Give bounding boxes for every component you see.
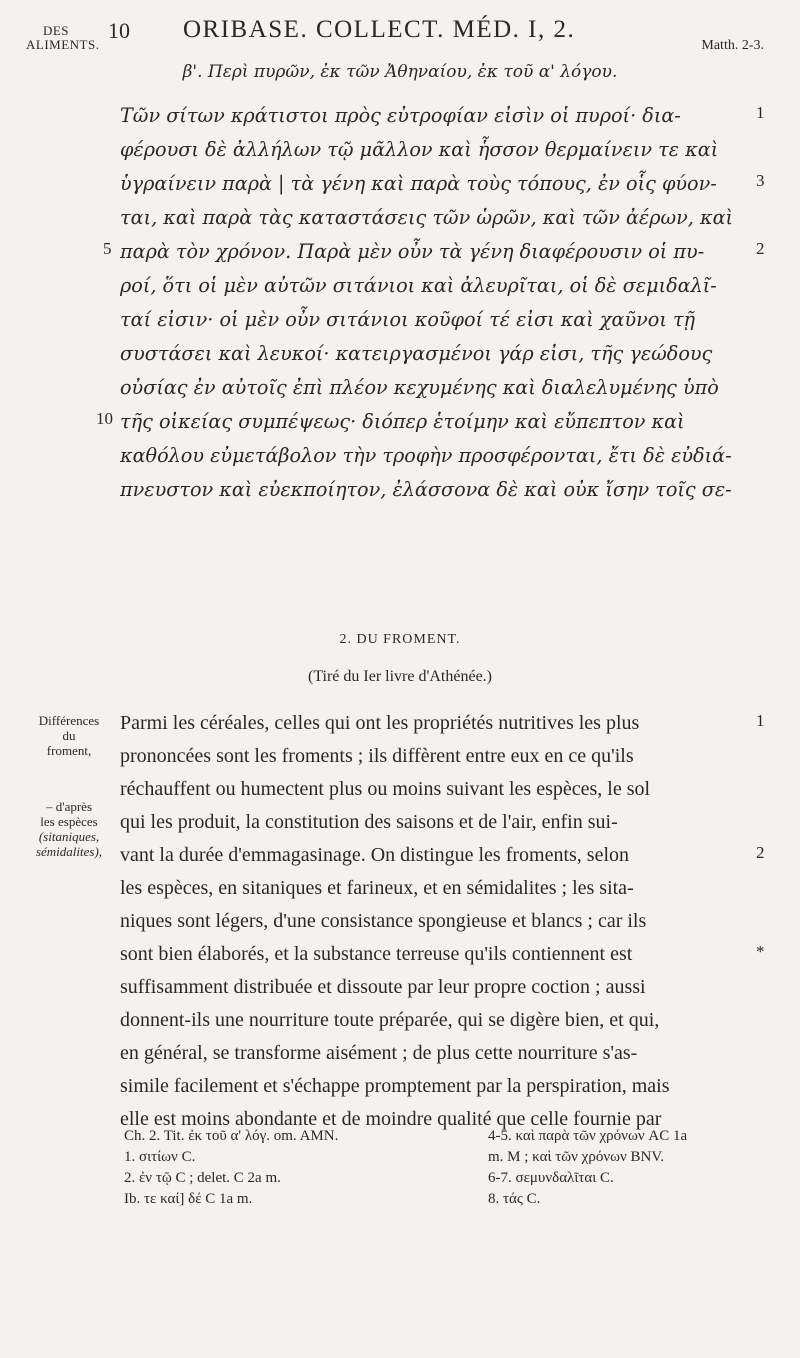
margin-line: les espèces xyxy=(40,814,98,829)
note-line: 6-7. σεμυνδαλῖται C. xyxy=(488,1170,614,1186)
margin-note-species xyxy=(28,799,110,859)
line-number-right: * xyxy=(756,942,765,961)
french-line: vant la durée d'emmagasinage. On distingue les froments, selon xyxy=(120,844,630,866)
note-line: 1. σιτίων C. xyxy=(124,1149,196,1165)
line-number-left: 5 xyxy=(103,239,112,258)
french-line: réchauffent ou humectent plus ou moins suivant les espèces, le sol xyxy=(120,778,651,800)
critical-notes-left xyxy=(124,1126,338,1210)
greek-line: οὐσίας ἐν αὐτοῖς ἐπὶ πλέον κεχυμένης καὶ διαλελυμένης ὑπὸ xyxy=(120,376,719,399)
line-number-right: 1 xyxy=(756,711,765,730)
greek-line: συστάσει καὶ λευκοί· κατειργασμένοι γάρ εἰσι, τῆς γεώδους xyxy=(120,342,713,365)
french-chapter-title: 2. DU FROMENT. xyxy=(339,632,461,647)
greek-line: παρὰ τὸν χρόνον. Παρὰ μὲν οὖν τὰ γένη διαφέρουσιν οἱ πυ- xyxy=(120,240,705,263)
section-label-bottom: ALIMENTS. xyxy=(26,37,100,52)
french-source-note: (Tiré du Ier livre d'Athénée.) xyxy=(307,668,492,685)
greek-line: πνευστον καὶ εὐεκποίητον, ἐλάσσονα δὲ καὶ οὐκ ἴσην τοῖς σε- xyxy=(120,478,732,501)
margin-line: froment, xyxy=(46,743,92,758)
line-number-right: 2 xyxy=(756,843,765,862)
french-line: simile facilement et s'échappe promptement par la perspiration, mais xyxy=(120,1075,670,1097)
margin-line: – d'après xyxy=(45,799,93,814)
line-number-right: 1 xyxy=(756,103,765,122)
french-line: suffisamment distribuée et dissoute par leur propre coction ; aussi xyxy=(120,976,646,998)
greek-line: τῆς οἰκείας συμπέψεως· διόπερ ἑτοίμην καὶ εὔπεπτον καὶ xyxy=(120,410,685,433)
note-line: 4-5. καὶ παρὰ τῶν χρόνων AC 1a xyxy=(488,1128,688,1144)
margin-line: sémidalites), xyxy=(35,844,103,859)
margin-line: du xyxy=(62,728,76,743)
note-line: Ib. τε καί] δέ C 1a m. xyxy=(124,1191,253,1207)
note-line: 2. ἐν τῷ C ; delet. C 2a m. xyxy=(124,1170,281,1186)
page-number: 10 xyxy=(108,18,130,43)
french-line: prononcées sont les froments ; ils diffèrent entre eux en ce qu'ils xyxy=(120,745,634,767)
french-line: Parmi les céréales, celles qui ont les propriétés nutritives les plus xyxy=(120,712,640,734)
greek-line: φέρουσι δὲ ἀλλήλων τῷ μᾶλλον καὶ ἧσσον θερμαίνειν τε καὶ xyxy=(120,138,719,161)
french-line: en général, se transforme aisément ; de plus cette nourriture s'as- xyxy=(120,1042,638,1064)
margin-note-differences xyxy=(28,713,110,758)
note-line: m. M ; καὶ τῶν χρόνων BNV. xyxy=(488,1149,664,1165)
greek-line: καθόλου εὐμετάβολον τὴν τροφὴν προσφέρονται, ἔτι δὲ εὐδιά- xyxy=(120,444,732,467)
matthaei-reference: Matth. 2-3. xyxy=(701,38,764,53)
critical-notes-right xyxy=(488,1126,687,1210)
french-line: les espèces, en sitaniques et farineux, et en sémidalites ; les sita- xyxy=(120,877,634,899)
greek-line: Τῶν σίτων κράτιστοι πρὸς εὐτροφίαν εἰσὶν οἱ πυροί· δια- xyxy=(120,104,681,127)
greek-line: ὑγραίνειν παρὰ | τὰ γένη καὶ παρὰ τοὺς τόπους, ἐν οἷς φύον- xyxy=(120,172,717,195)
french-line: sont bien élaborés, et la substance terreuse qu'ils contiennent est xyxy=(120,943,633,965)
greek-line: ροί, ὅτι οἱ μὲν αὐτῶν σιτάνιοι καὶ ἀλευρῖται, οἱ δὲ σεμιδαλῖ- xyxy=(120,274,717,297)
note-line: Ch. 2. Tit. ἐκ τοῦ α' λόγ. om. AMN. xyxy=(124,1128,339,1144)
line-number-right: 3 xyxy=(756,171,765,190)
french-line: elle est moins abondante et de moindre qualité que celle fournie par xyxy=(120,1108,662,1130)
margin-line: Différences xyxy=(38,713,100,728)
line-number-right: 2 xyxy=(756,239,765,258)
margin-line: (sitaniques, xyxy=(38,829,100,844)
running-head: ORIBASE. COLLECT. MÉD. I, 2. xyxy=(183,16,576,43)
greek-chapter-title: β'. Περὶ πυρῶν, ἐκ τῶν Ἀθηναίου, ἐκ τοῦ α' λόγου. xyxy=(182,62,618,82)
note-line: 8. τάς C. xyxy=(488,1191,541,1207)
french-line: qui les produit, la constitution des saisons et de l'air, enfin sui- xyxy=(120,811,618,833)
greek-line: ταί εἰσιν· οἱ μὲν οὖν σιτάνιοι κοῦφοί τέ εἰσι καὶ χαῦνοι τῇ xyxy=(120,308,696,331)
section-label xyxy=(26,23,100,52)
french-line: niques sont légers, d'une consistance spongieuse et blancs ; car ils xyxy=(120,910,647,932)
line-number-left: 10 xyxy=(96,409,113,428)
french-line: donnent-ils une nourriture toute préparée, qui se digère bien, et qui, xyxy=(120,1009,660,1031)
section-label-top: DES xyxy=(42,23,70,38)
greek-line: ται, καὶ παρὰ τὰς καταστάσεις τῶν ὡρῶν, καὶ τῶν ἀέρων, καὶ xyxy=(120,206,734,229)
